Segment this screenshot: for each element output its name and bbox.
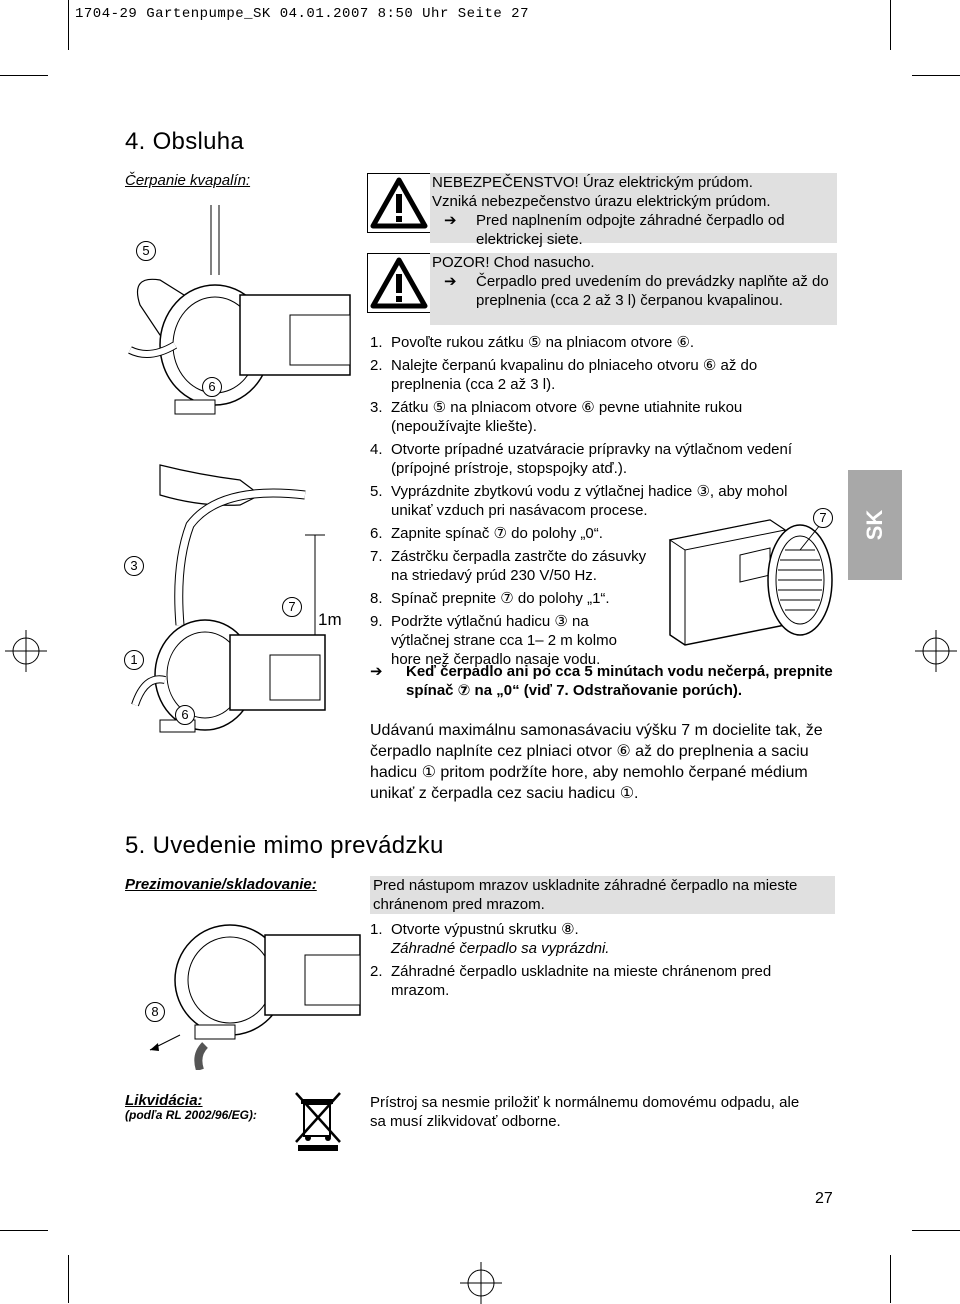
step-text: Spínač prepnite ⑦ do polohy „1“. <box>391 590 610 607</box>
language-tab <box>848 470 902 580</box>
side-label-pumping: Čerpanie kvapalín: <box>125 172 251 189</box>
step-text: Nalejte čerpanú kvapalinu do plniaceho otvoru ⑥ až do preplnenia (cca 2 až 3 l). <box>391 357 758 393</box>
crop-mark <box>68 0 69 50</box>
warning-heading-1: NEBEZPEČENSTVO! Úraz elektrickým prúdom. <box>432 174 753 191</box>
warning-text-2 <box>430 253 837 325</box>
label-7-switch: 7 <box>813 508 833 528</box>
warning-heading-2: POZOR! Chod nasucho. <box>432 254 595 271</box>
crop-mark <box>890 0 891 50</box>
step-number: 2. <box>370 963 383 980</box>
disposal-label: Likvidácia: <box>125 1092 203 1109</box>
section-title-decommissioning: 5. Uvedenie mimo prevádzku <box>125 832 444 859</box>
step-number: 9. <box>370 613 383 630</box>
warning-triangle-icon <box>368 254 430 312</box>
height-label: 1m <box>318 610 342 629</box>
step-item <box>370 612 631 669</box>
step-number: 6. <box>370 525 383 542</box>
step-item <box>370 440 810 478</box>
side-label-storage: Prezimovanie/skladovanie: <box>125 876 317 893</box>
crop-mark <box>68 1255 69 1303</box>
step-item <box>370 398 810 436</box>
pump-switch-illustration <box>660 500 840 650</box>
step-text: Zapnite spínač ⑦ do polohy „0“. <box>391 525 603 542</box>
warning-instruction-text-1: Pred naplnením odpojte záhradné čerpadlo od elektrickej siete. <box>476 212 785 248</box>
step-item <box>370 962 810 1000</box>
label-6-filler-lower: 6 <box>175 705 195 725</box>
label-7-switch-left: 7 <box>282 597 302 617</box>
storage-intro: Pred nástupom mrazov uskladnite záhradné čerpadlo na mieste chránenom pred mrazom. <box>370 876 835 914</box>
warning-text-1 <box>430 173 837 248</box>
step-number: 3. <box>370 399 383 416</box>
language-tab-label: SK <box>862 509 887 541</box>
warning-triangle-icon <box>368 174 430 232</box>
step-number: 1. <box>370 921 383 938</box>
step-text: Otvorte výpustnú skrutku ⑧. <box>391 921 579 938</box>
step-subtext: Záhradné čerpadlo sa vyprázdni. <box>391 940 610 957</box>
note-no-pumping <box>370 662 846 700</box>
arrow-right-icon: ➔ <box>370 663 383 680</box>
warning-instruction-2 <box>432 272 837 310</box>
registration-mark <box>460 1262 502 1304</box>
storage-steps <box>370 920 810 1004</box>
label-5-plug: 5 <box>136 241 156 261</box>
paragraph-suction-height: Udávanú maximálnu samonasávaciu výšku 7 m docielite tak, že čerpadlo naplníte cez plniaci otvor ⑥ až do preplnenia a saciu hadicu ① pritom podržíte hore, aby nemohlo čerpané médium unikať z čerpadla cez saciu hadicu ①. <box>370 722 823 802</box>
step-text: Otvorte prípadné uzatváracie prípravky na výtlačnom vedení (prípojné prístroje, stopspojky atď.). <box>391 441 793 477</box>
step-item <box>370 920 810 958</box>
step-number: 5. <box>370 483 383 500</box>
step-item <box>370 333 810 352</box>
pump-drain-illustration <box>140 910 370 1070</box>
registration-mark <box>915 630 957 672</box>
crop-mark <box>0 75 48 76</box>
section-title-operation: 4. Obsluha <box>125 128 245 155</box>
step-text: Záhradné čerpadlo uskladnite na mieste chránenom pred mrazom. <box>391 963 772 999</box>
label-6-filler: 6 <box>202 377 222 397</box>
print-header: 1704-29 Gartenpumpe_SK 04.01.2007 8:50 Uhr Seite 27 <box>75 6 529 22</box>
label-1-suction: 1 <box>124 650 144 670</box>
warning-line-1: Vzniká nebezpečenstvo úrazu elektrickým prúdom. <box>432 193 771 210</box>
label-3-hose: 3 <box>124 556 144 576</box>
step-text: Zástrčku čerpadla zastrčte do zásuvky na striedavý prúd 230 V/50 Hz. <box>391 548 647 584</box>
registration-mark <box>5 630 47 672</box>
warning-box-2 <box>367 253 431 313</box>
step-item <box>370 356 810 394</box>
step-text: Vyprázdnite zbytkovú vodu z výtlačnej hadice ③, aby mohol unikať vzduch pri nasávacom procese. <box>391 483 788 519</box>
warning-box-1 <box>367 173 431 233</box>
label-8-drain-screw: 8 <box>145 1002 165 1022</box>
step-text: Zátku ⑤ na plniacom otvore ⑥ pevne utiahnite rukou (nepoužívajte kliešte). <box>391 399 743 435</box>
step-number: 8. <box>370 590 383 607</box>
page-number: 27 <box>815 1190 833 1207</box>
step-text: Podržte výtlačnú hadicu ③ na výtlačnej strane cca 1– 2 m kolmo hore než čerpadlo nasaje vodu. <box>391 613 617 668</box>
step-number: 4. <box>370 441 383 458</box>
step-item <box>370 547 666 585</box>
disposal-text: Prístroj sa nesmie priložiť k normálnemu domovému odpadu, ale sa musí zlikvidovať odborne. <box>370 1094 800 1130</box>
pump-filling-illustration <box>120 195 370 745</box>
crop-mark <box>890 1255 891 1303</box>
step-number: 1. <box>370 334 383 351</box>
note-text: Keď čerpadlo ani po cca 5 minútach vodu nečerpá, prepnite spínač ⑦ na „0“ (viď 7. Odstraňovanie porúch). <box>406 663 833 699</box>
step-number: 2. <box>370 357 383 374</box>
step-number: 7. <box>370 548 383 565</box>
disposal-sublabel: (podľa RL 2002/96/EG): <box>125 1108 257 1122</box>
arrow-right-icon: ➔ <box>444 212 457 229</box>
arrow-right-icon: ➔ <box>444 273 457 290</box>
warning-instruction-1 <box>432 211 837 249</box>
crop-mark <box>912 75 960 76</box>
crop-mark <box>912 1230 960 1231</box>
step-text: Povoľte rukou zátku ⑤ na plniacom otvore ⑥. <box>391 334 695 351</box>
warning-instruction-text-2: Čerpadlo pred uvedením do prevádzky naplňte až do preplnenia (cca 2 až 3 l) čerpanou kvapalinou. <box>476 273 829 309</box>
crop-mark <box>0 1230 48 1231</box>
crossed-bin-icon <box>292 1090 344 1152</box>
